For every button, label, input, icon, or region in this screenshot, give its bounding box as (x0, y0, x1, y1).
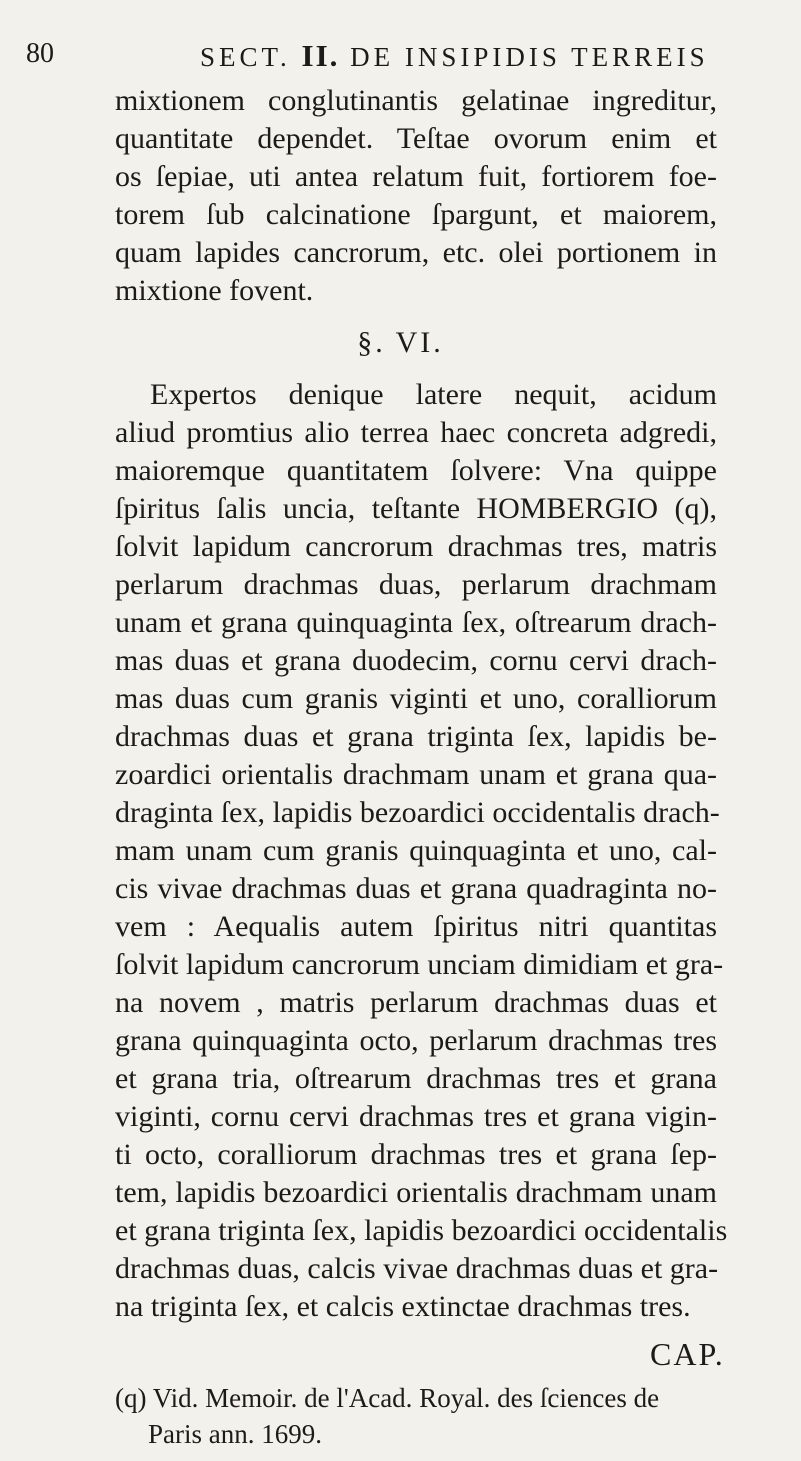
text-line: Expertos denique latere nequit, acidum (150, 378, 717, 411)
text-line: drachmas duas et grana triginta ſex, lapidis be- (115, 720, 717, 753)
text-line: et grana tria, oſtrearum drachmas tres et grana (115, 1062, 717, 1095)
running-head (200, 38, 709, 74)
text-line: maioremque quantitatem ſolvere: Vna quippe (115, 454, 717, 487)
text-line: ſpiritus ſalis uncia, teſtante HOMBERGIO (q), (115, 492, 717, 525)
text-line: draginta ſex, lapidis bezoardici occidentalis drach- (115, 796, 720, 829)
section-title: §. VI. (357, 326, 444, 359)
footnote-line-2: Paris ann. 1699. (148, 1419, 322, 1449)
page-number: 80 (26, 38, 54, 69)
text-line: vem : Aequalis autem ſpiritus nitri quantitas (115, 910, 717, 943)
text-line: zoardici orientalis drachmam unam et grana qua- (115, 758, 717, 791)
text-line: na triginta ſex, et calcis extinctae drachmas tres. (115, 1290, 691, 1323)
text-line: torem ſub calcinatione ſpargunt, et maiorem, (115, 198, 717, 231)
running-head-title: DE INSIPIDIS TERREIS (350, 42, 709, 72)
text-line: ti octo, coralliorum drachmas tres et grana ſep- (115, 1138, 717, 1171)
text-line: et grana triginta ſex, lapidis bezoardici occidentalis (115, 1214, 728, 1247)
text-line: mas duas et grana duodecim, cornu cervi drach- (115, 644, 717, 677)
text-line: viginti, cornu cervi drachmas tres et grana vigin- (115, 1100, 717, 1133)
text-line: grana quinquaginta octo, perlarum drachmas tres (115, 1024, 717, 1057)
text-line: tem, lapidis bezoardici orientalis drachmam unam (115, 1176, 717, 1209)
text-line: cis vivae drachmas duas et grana quadraginta no- (115, 872, 717, 905)
running-head-sect: SECT. (200, 42, 291, 72)
text-line: mixtione fovent. (115, 274, 314, 307)
text-line: quam lapides cancrorum, etc. olei portionem in (115, 236, 717, 269)
text-line: na novem , matris perlarum drachmas duas et (115, 986, 717, 1019)
text-line: quantitate dependet. Teſtae ovorum enim et (115, 122, 717, 155)
text-line: ſolvit lapidum cancrorum unciam dimidiam et gra- (115, 948, 724, 981)
text-line: ſolvit lapidum cancrorum drachmas tres, matris (115, 530, 717, 563)
catchword: CAP. (650, 1336, 725, 1372)
text-line: mam unam cum granis quinquaginta et uno, cal- (115, 834, 717, 867)
text-line: perlarum drachmas duas, perlarum drachmam (115, 568, 717, 601)
text-line: mixtionem conglutinantis gelatinae ingreditur, (115, 84, 717, 117)
page-header (26, 38, 761, 78)
text-line: os ſepiae, uti antea relatum fuit, fortiorem foe- (115, 160, 717, 193)
footnote-line-1: (q) Vid. Memoir. de l'Acad. Royal. des ſciences de (115, 1383, 660, 1413)
text-line: aliud promtius alio terrea haec concreta adgredi, (115, 416, 717, 449)
text-line: unam et grana quinquaginta ſex, oſtrearum drach- (115, 606, 717, 639)
running-head-roman: II. (301, 38, 340, 73)
text-line: drachmas duas, calcis vivae drachmas duas et gra- (115, 1252, 719, 1285)
text-line: mas duas cum granis viginti et uno, coralliorum (115, 682, 717, 715)
